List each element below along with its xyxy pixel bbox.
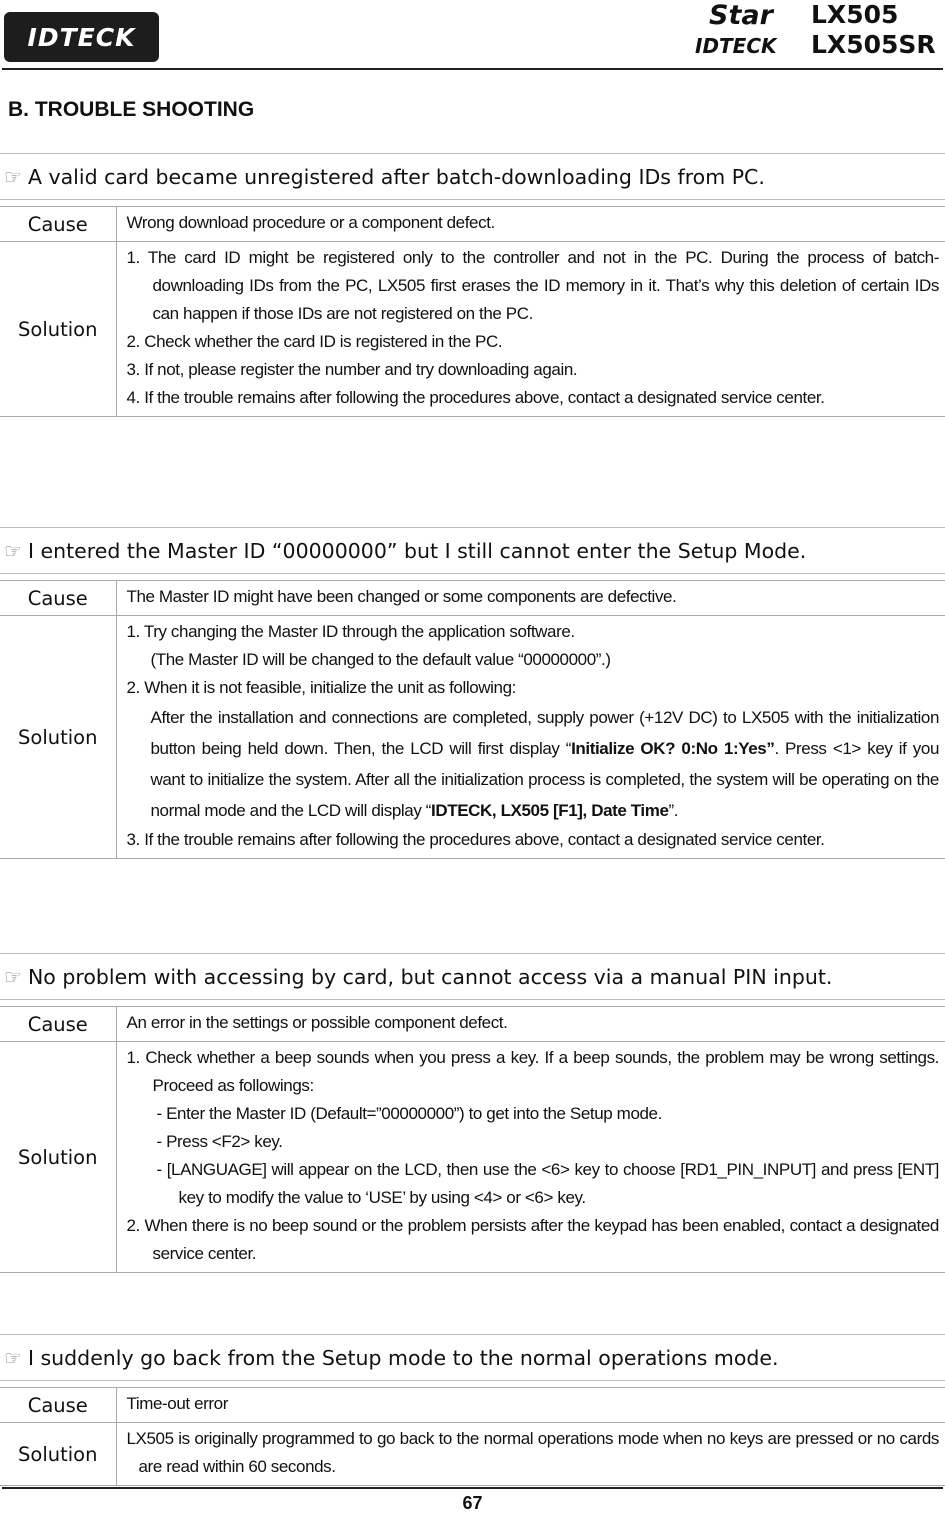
cause-text: An error in the settings or possible component defect. <box>116 1007 945 1042</box>
solution-substep: - Press <F2> key. <box>156 1132 283 1151</box>
solution-step: 2. When it is not feasible, initialize the unit as following: <box>126 678 516 697</box>
troubleshoot-table <box>0 580 945 859</box>
pointing-hand-icon: ☞ <box>4 164 22 189</box>
cause-label: Cause <box>0 1007 116 1042</box>
solution-text <box>116 1042 945 1273</box>
troubleshoot-table <box>0 1006 945 1273</box>
solution-step: 3. If the trouble remains after following the procedures above, contact a designated service center. <box>126 830 825 849</box>
cause-label: Cause <box>0 581 116 616</box>
problem-title: ☞ I suddenly go back from the Setup mode to the normal operations mode. <box>0 1334 945 1381</box>
solution-row <box>0 242 945 417</box>
solution-label: Solution <box>0 1042 116 1273</box>
problem-2 <box>0 527 945 859</box>
troubleshoot-table <box>0 1387 945 1486</box>
cause-row <box>0 1388 945 1423</box>
problem-1 <box>0 153 945 417</box>
pointing-hand-icon: ☞ <box>4 964 22 989</box>
section-title: B. TROUBLE SHOOTING <box>8 98 255 121</box>
solution-step: 3. If not, please register the number and try downloading again. <box>126 360 578 379</box>
problem-title: ☞ No problem with accessing by card, but cannot access via a manual PIN input. <box>0 953 945 1000</box>
cause-label: Cause <box>0 1388 116 1423</box>
solution-label: Solution <box>0 1423 116 1486</box>
brand-idteck: IDTECK <box>695 34 777 58</box>
idteck-logo: IDTECK <box>4 12 159 62</box>
solution-step: 1. Try changing the Master ID through the application software. <box>126 622 575 641</box>
cause-label: Cause <box>0 207 116 242</box>
solution-row <box>0 1423 945 1486</box>
solution-step: 4. If the trouble remains after following the procedures above, contact a designated service center. <box>126 388 825 407</box>
model-lx505: LX505 <box>811 0 899 29</box>
cause-row <box>0 1007 945 1042</box>
solution-step: 1. The card ID might be registered only to the controller and not in the PC. During the process of batch-downloading IDs from the PC, LX505 first erases the ID memory in it. That’s why this deletion of certain IDs can happen if those IDs are not registered on the PC. <box>126 248 939 323</box>
solution-row <box>0 616 945 859</box>
solution-detail: After the installation and connections are completed, supply power (+12V DC) to LX505 with the initialization button being held down. Then, the LCD will first display “Initialize OK? 0:No 1:Yes”. Press <1> key if you want to initialize the system. After all the initialization process is completed, the system will be operating on the normal mode and the LCD will display “IDTECK, LX505 [F1], Date Time”. <box>150 708 939 820</box>
product-brand <box>691 0 941 62</box>
problem-4 <box>0 1334 945 1486</box>
solution-substep: - Enter the Master ID (Default=”00000000”) to get into the Setup mode. <box>156 1104 662 1123</box>
troubleshoot-table <box>0 206 945 417</box>
pointing-hand-icon: ☞ <box>4 1345 22 1370</box>
cause-text: Wrong download procedure or a component defect. <box>116 207 945 242</box>
model-lx505sr: LX505SR <box>811 30 936 59</box>
solution-text <box>116 1423 945 1486</box>
footer-divider <box>2 1487 943 1489</box>
problem-title: ☞ A valid card became unregistered after batch-downloading IDs from PC. <box>0 153 945 200</box>
solution-text <box>116 242 945 417</box>
brand-star: Star <box>709 0 773 31</box>
solution-note: (The Master ID will be changed to the default value “00000000”.) <box>150 650 611 669</box>
cause-text: Time-out error <box>116 1388 945 1423</box>
solution-step: 2. Check whether the card ID is registered in the PC. <box>126 332 503 351</box>
pointing-hand-icon: ☞ <box>4 538 22 563</box>
problem-title: ☞ I entered the Master ID “00000000” but I still cannot enter the Setup Mode. <box>0 527 945 574</box>
solution-substep: - [LANGUAGE] will appear on the LCD, then use the <6> key to choose [RD1_PIN_INPUT] and press [ENT] key to modify the value to ‘USE’ by using <4> or <6> key. <box>156 1160 939 1207</box>
solution-step: 2. When there is no beep sound or the problem persists after the keypad has been enabled, contact a designated service center. <box>126 1216 939 1263</box>
page-number: 67 <box>462 1493 483 1513</box>
header-divider <box>2 68 943 70</box>
solution-row <box>0 1042 945 1273</box>
lcd-message: IDTECK, LX505 [F1], Date Time <box>431 801 669 820</box>
problem-3 <box>0 953 945 1273</box>
solution-step: LX505 is originally programmed to go back to the normal operations mode when no keys are pressed or no cards are read within 60 seconds. <box>126 1429 939 1476</box>
cause-row <box>0 581 945 616</box>
cause-text: The Master ID might have been changed or some components are defective. <box>116 581 945 616</box>
solution-step: 1. Check whether a beep sounds when you press a key. If a beep sounds, the problem may be wrong settings. Proceed as followings: <box>126 1048 939 1095</box>
lcd-message: Initialize OK? 0:No 1:Yes” <box>571 739 775 758</box>
solution-label: Solution <box>0 616 116 859</box>
solution-text <box>116 616 945 859</box>
solution-label: Solution <box>0 242 116 417</box>
cause-row <box>0 207 945 242</box>
